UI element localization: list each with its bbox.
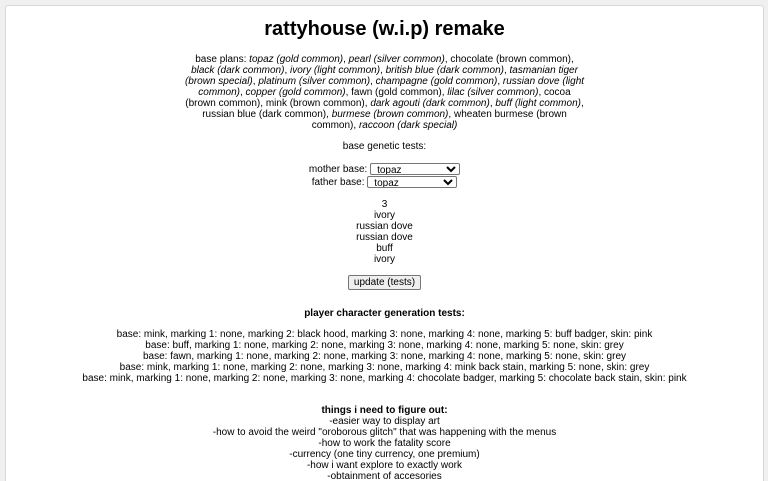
player-test-line: base: fawn, marking 1: none, marking 2: none, marking 3: none, marking 4: none, marking 5: none, skin: grey [142, 351, 627, 362]
todo-item: -how i want explore to exactly work [306, 460, 463, 471]
genetic-result-line: russian dove [356, 221, 413, 232]
player-test-line: base: buff, marking 1: none, marking 2: none, marking 3: none, marking 4: none, marking 5: none, skin: grey [145, 340, 624, 351]
base-plan-item: black (dark common) [191, 65, 285, 76]
father-base-row [6, 176, 763, 189]
base-plan-item: lilac (silver common) [447, 87, 539, 98]
player-test-line: base: mink, marking 1: none, marking 2: none, marking 3: none, marking 4: chocolate badger, marking 5: chocolate back stain, skin: pink [82, 373, 687, 384]
base-plan-item: burmese (brown common) [331, 109, 449, 120]
todo-item: -currency (one tiny currency, one premium) [289, 449, 480, 460]
base-plan-item: wheaten burmese (brown common) [311, 109, 567, 131]
update-tests-button[interactable]: update (tests) [348, 275, 421, 290]
base-genetic-tests-heading: base genetic tests: [342, 141, 427, 152]
father-base-label: father base: [311, 177, 365, 188]
player-test-line: base: mink, marking 1: none, marking 2: none, marking 3: none, marking 4: mink back stain, marking 5: none, skin: grey [119, 362, 650, 373]
base-plan-item: mink (brown common) [265, 98, 365, 109]
base-plan-item: cocoa (brown common) [185, 87, 571, 109]
base-plan-item: platinum (silver common) [258, 76, 371, 87]
page-container [5, 5, 764, 481]
player-test-line: base: mink, marking 1: none, marking 2: black hood, marking 3: none, marking 4: none, marking 5: buff badger, skin: pink [116, 329, 653, 340]
base-plan-item: pearl (silver common) [348, 54, 445, 65]
base-plan-item: copper (gold common) [245, 87, 346, 98]
genetic-result-line: buff [376, 243, 393, 254]
page-title: rattyhouse (w.i.p) remake [264, 18, 505, 40]
todo-section [6, 405, 763, 481]
genetic-result-line: ivory [373, 210, 396, 221]
base-plans: base plans: topaz (gold common), pearl (silver common), chocolate (brown common), black (dark common), ivory (light common), british blue (dark common), tasmanian tiger (brown special), platinum (silver common), champagne (gold common), russian dove (light common), copper (gold common), fawn (gold common), lilac (silver common), cocoa (brown common), mink (brown common), dark agouti (dark common), buff (light common), russian blue (dark common), burmese (brown common), wheaten burmese (brown common), raccoon (dark special) [184, 54, 585, 131]
mother-base-label: mother base: [308, 164, 368, 175]
base-plan-item: buff (light common) [495, 98, 581, 109]
base-plan-item: russian blue (dark common) [202, 109, 327, 120]
todo-item: -obtainment of accesories [327, 471, 442, 481]
todo-item: -easier way to display art [329, 416, 440, 427]
genetic-result-line: 3 [381, 199, 388, 210]
player-tests-heading: player character generation tests: [304, 308, 465, 319]
base-plan-item: fawn (gold common) [351, 87, 442, 98]
base-plan-item: british blue (dark common) [385, 65, 504, 76]
player-tests-lines [6, 329, 763, 384]
genetic-result-line: russian dove [356, 232, 413, 243]
todo-item: -how to work the fatality score [318, 438, 451, 449]
base-plan-item: russian dove (light common) [198, 76, 585, 98]
mother-base-row [6, 163, 763, 176]
todo-item: -how to avoid the weird "oroborous glitch" that was happening with the menus [212, 427, 557, 438]
base-plans-label: base plans: [195, 54, 247, 65]
genetic-result-line: ivory [373, 254, 396, 265]
todo-heading: things i need to figure out: [321, 405, 448, 416]
base-plan-item: topaz (gold common) [249, 54, 344, 65]
base-plan-item: champagne (gold common) [375, 76, 498, 87]
base-plan-item: raccoon (dark special) [358, 120, 458, 131]
mother-base-select[interactable] [370, 163, 460, 175]
base-plan-item: tasmanian tiger (brown special) [184, 65, 578, 87]
base-plan-item: dark agouti (dark common) [370, 98, 490, 109]
father-base-select[interactable] [367, 176, 457, 188]
base-plan-item: ivory (light common) [290, 65, 381, 76]
base-plan-item: chocolate (brown common) [450, 54, 571, 65]
genetic-test-results [6, 199, 763, 265]
